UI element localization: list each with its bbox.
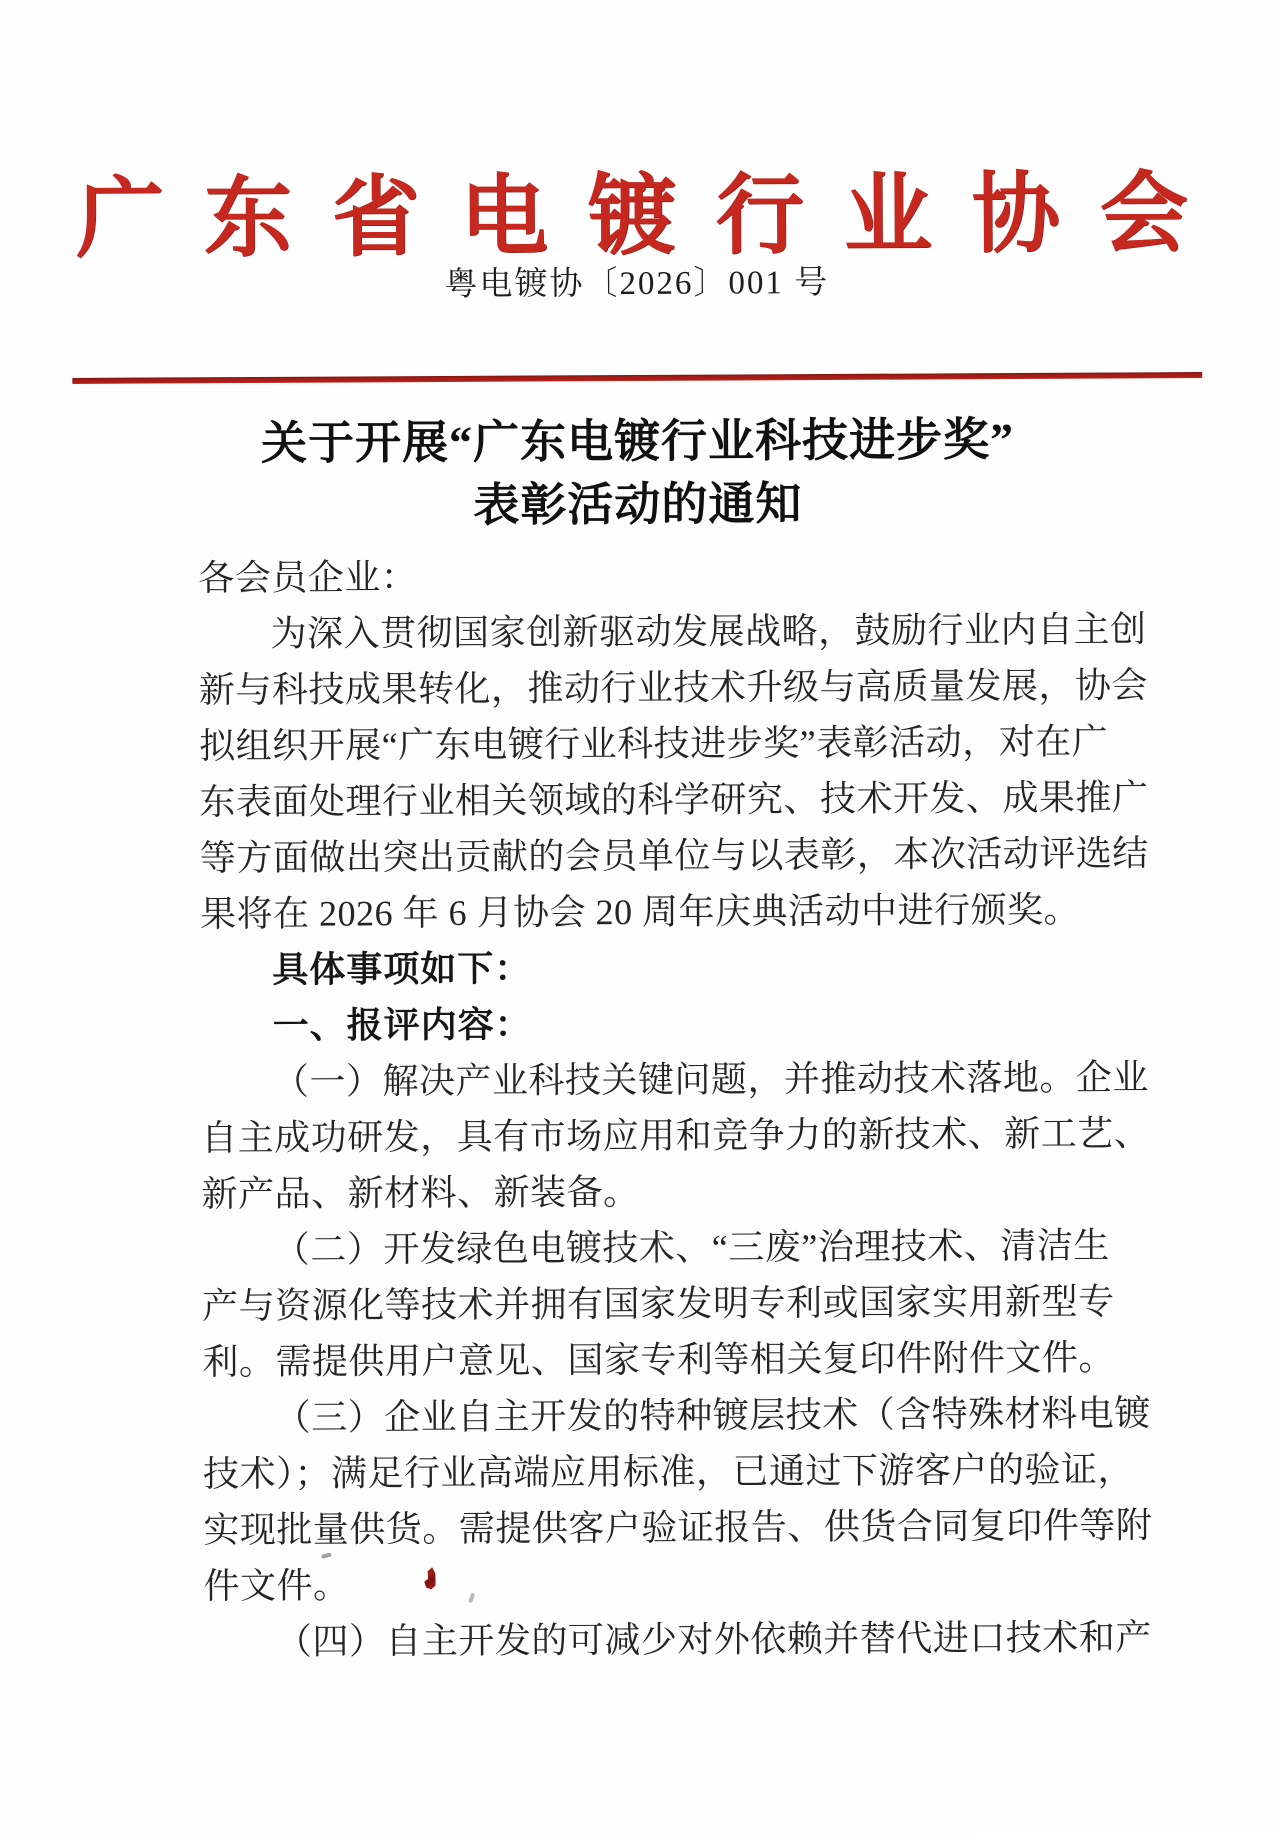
body-line: 新产品、新材料、新装备。 — [201, 1172, 640, 1215]
body-line: 利。需提供用户意见、国家专利等相关复印件附件文件。 — [202, 1337, 1116, 1383]
notice-title — [0, 407, 1278, 540]
body-line: 产与资源化等技术并拥有国家发明专利或国家实用新型专 — [202, 1281, 1115, 1327]
notice-body — [198, 546, 1153, 1671]
document-number: 粤电镀协〔2026〕001 号 — [444, 265, 830, 304]
body-line: 件文件。 — [203, 1565, 350, 1607]
body-line: 实现批量供货。需提供客户验证报告、供货合同复印件等附 — [203, 1505, 1153, 1551]
notice-title-line-1: 关于开展“广东电镀行业科技进步奖” — [260, 414, 1015, 469]
body-line: 东表面处理行业相关领域的科学研究、技术开发、成果推广 — [199, 777, 1149, 823]
body-line: （三）企业自主开发的特种镀层技术（含特殊材料电镀 — [274, 1393, 1151, 1438]
body-line: 果将在 2026 年 6 月协会 20 周年庆典活动中进行颁奖。 — [199, 889, 1081, 935]
header-divider-rule — [72, 372, 1202, 384]
body-line: 各会员企业： — [198, 557, 418, 599]
body-line: （二）开发绿色电镀技术、“三废”治理技术、清洁生 — [273, 1225, 1110, 1270]
section-heading: 具体事项如下： — [272, 947, 532, 990]
body-line: 技术）；满足行业高端应用标准，已通过下游客户的验证， — [202, 1449, 1135, 1495]
body-line: （一）解决产业科技关键问题，并推动技术落地。企业 — [272, 1057, 1150, 1102]
section-heading: 一、报评内容： — [272, 1003, 532, 1046]
body-line: 为深入贯彻国家创新驱动发展战略，鼓励行业内自主创 — [270, 609, 1147, 654]
body-line: （四）自主开发的可减少对外依赖并替代进口技术和产 — [275, 1617, 1152, 1662]
body-line: 自主成功研发，具有市场应用和竞争力的新技术、新工艺、 — [201, 1113, 1151, 1159]
body-line: 新与科技成果转化，推动行业技术升级与高质量发展，协会 — [198, 665, 1149, 711]
body-line: 等方面做出突出贡献的会员单位与以表彰，本次活动评选结 — [199, 833, 1149, 879]
notice-title-line-2: 表彰活动的通知 — [473, 478, 803, 531]
organization-name: 广 东 省 电 镀 行 业 协 会 — [75, 166, 1198, 269]
body-line: 拟组织开展“广东电镀行业科技进步奖”表彰活动，对在广 — [199, 721, 1109, 767]
